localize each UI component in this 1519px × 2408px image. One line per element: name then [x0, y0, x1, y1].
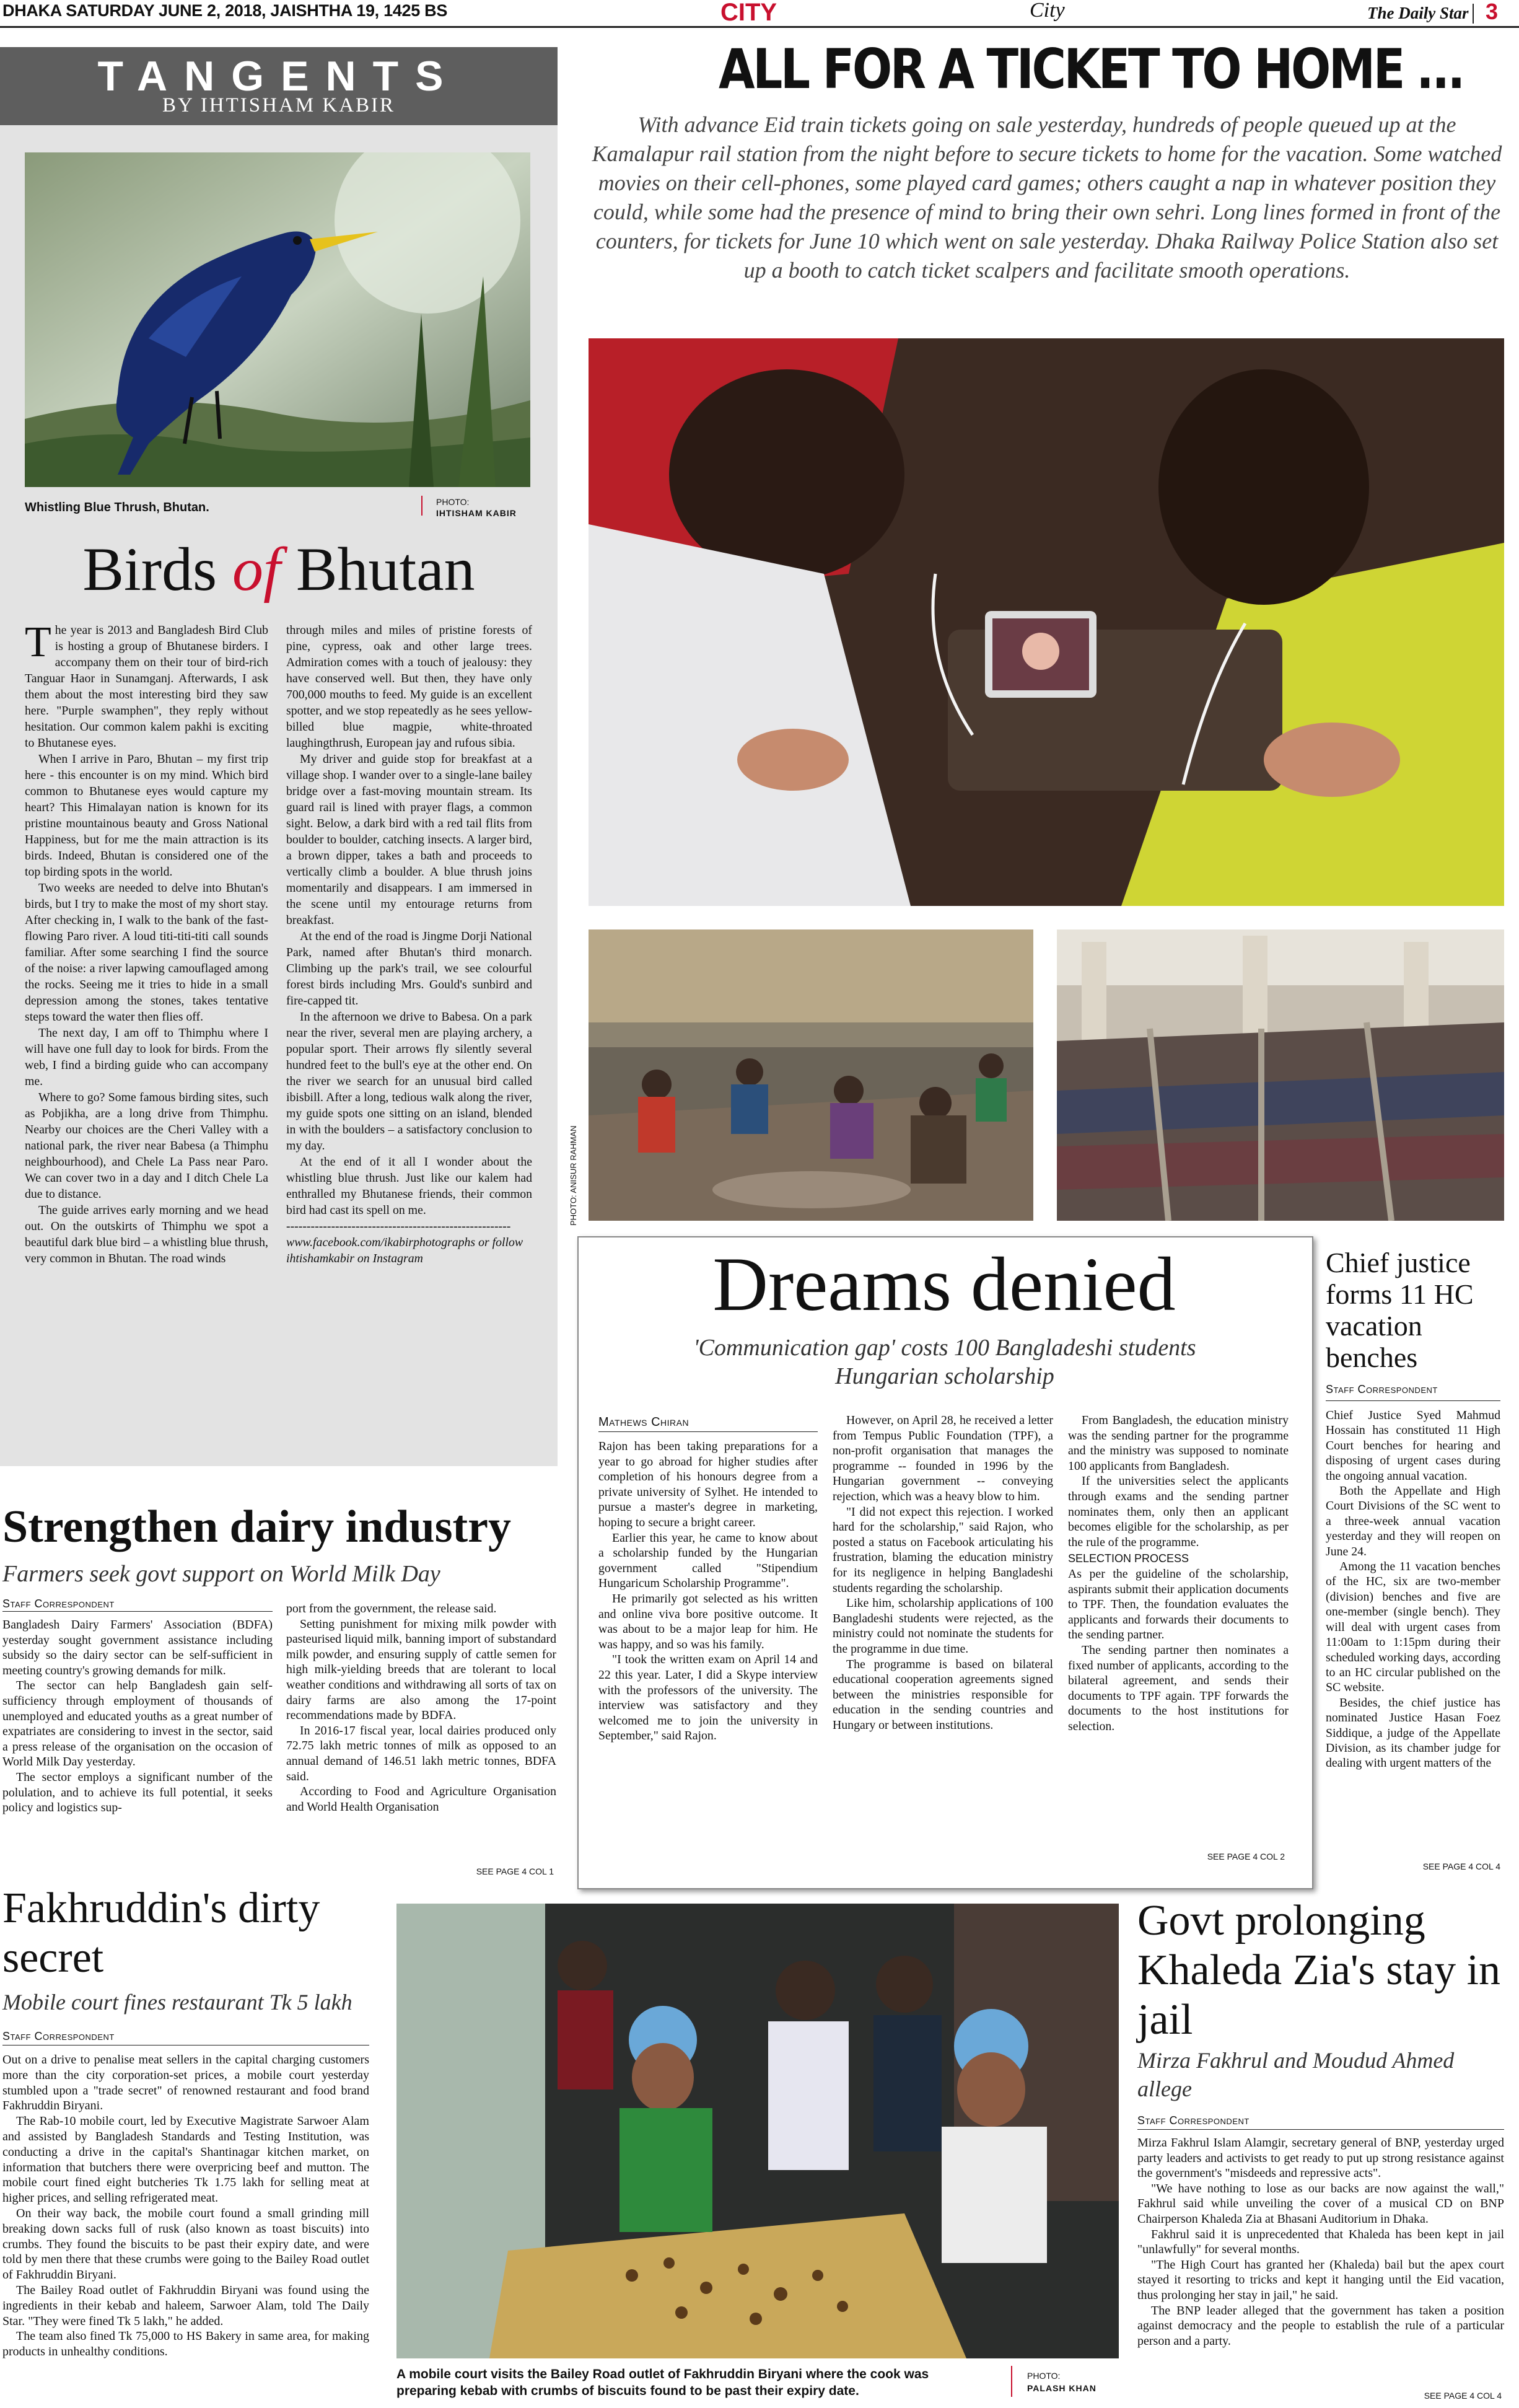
birds-headline-a: Birds	[82, 535, 233, 604]
ticket-deck: With advance Eid train tickets going on sale yesterday, hundreds of people queued up at the Kamalapur rail station from the night before to secure tickets to home for the vacation. Some watched movies on their cell-phones, some played card games; others caught a nap in whatever position they could, while some had the presence of mind to bring their own sehri. Long lines formed in front of the counters, for tickets for June 10 which went on sale yesterday. Dhaka Railway Police Station also set up a booth to catch ticket scalpers and facilitate smooth operations.	[592, 112, 1502, 283]
dreams-column-3	[1068, 1413, 1289, 1734]
chief-byline-rule	[1326, 1400, 1500, 1401]
fakhruddin-photo-credit-label: PHOTO:	[1027, 2371, 1061, 2381]
khaleda-column	[1137, 2135, 1504, 2349]
dateline: DHAKA SATURDAY JUNE 2, 2018, JAISHTHA 19, 1425 BS	[2, 1, 448, 20]
chief-para: Besides, the chief justice has nominated Justice Hasan Foez Siddique, a judge of the Appellate Division, as its chamber judge for dealing with urgent matters of the	[1326, 1695, 1500, 1770]
dreams-byline-rule	[598, 1431, 818, 1432]
dairy-byline: Staff Correspondent	[2, 1597, 115, 1610]
chief-column	[1326, 1408, 1500, 1771]
dreams-para: From Bangladesh, the education ministry was the sending partner for the programme and the ministry was supposed to nominate 100 applicants from Bangladesh.	[1068, 1413, 1289, 1473]
dreams-para: Rajon has been taking preparations for a year to go abroad for higher studies after completion of his honours degree from a private university of Sylhet. He intended to pursue a master's degree in marketing, hoping to secure a bright career.	[598, 1439, 818, 1529]
phone-screen	[985, 611, 1097, 698]
dreams-subhead: 'Communication gap' costs 100 Bangladeshi students Hungarian scholarship	[693, 1335, 1196, 1389]
dreams-byline: Mathews Chiran	[598, 1415, 689, 1429]
dairy-byline-rule	[2, 1611, 273, 1612]
ticket-main-photo	[589, 338, 1504, 906]
fakhruddin-para: Out on a drive to penalise meat sellers in the capital charging customers more than the city corporation-set prices, a mobile court yesterday stumbled upon a "trade secret" of renowned restaurant and food brand Fakhruddin Biryani.	[2, 2053, 369, 2113]
chief-see-page[interactable]: SEE PAGE 4 COL 4	[1422, 1861, 1500, 1871]
khaleda-byline: Staff Correspondent	[1137, 2114, 1250, 2127]
birds-para: through miles and miles of pristine forests of pine, cypress, oak and other large trees. Admiration comes with a touch of jealousy: they have conserved well. But then, they have only 700,000 mouths to feed. My guide is an excellent spotter, and we stop repeatedly as he sees yellow-billed blue magpie, white-throated laughingthrush, European jay and rufous sibia.	[286, 623, 532, 750]
khaleda-para: "The High Court has granted her (Khaleda) bail but the apex court stayed it resorting to tricks and kept it hanging until the Eid vacation, thus prolonging her stay in jail," he said.	[1137, 2257, 1504, 2302]
chief-para: Chief Justice Syed Mahmud Hossain has constituted 11 High Court benches for hearing and disposing of urgent cases during the ongoing annual vacation.	[1326, 1408, 1500, 1483]
ticket-photo-credit: PHOTO: ANISUR RAHMAN	[569, 1125, 578, 1226]
birds-para: At the end of it all I wonder about the whistling blue thrush. Just like our kalem had enthralled my Bhutanese friends, their common bird had cast its spell on me.	[286, 1155, 532, 1217]
fakhruddin-photo-credit: PALASH KHAN	[1027, 2383, 1097, 2393]
fakhruddin-para: The team also fined Tk 75,000 to HS Bakery in same area, for making products in unhealthy conditions.	[2, 2329, 369, 2359]
birds-column-2	[286, 622, 532, 1267]
birds-para: When I arrive in Paro, Bhutan – my first trip here - this encounter is on my mind. Which bird common to Bhutanese eyes would capture my heart? This Himalayan nation is known for its pristine mountainous beauty and Gross National Happiness, but for me the main attraction is its birds. Indeed, Bhutan is considered one of the top birding spots in the world.	[25, 752, 268, 879]
fakhruddin-photo-caption: A mobile court visits the Bailey Road outlet of Fakhruddin Biryani where the cook was preparing kebab with crumbs of biscuits found to be past their expiry date.	[396, 2367, 929, 2398]
dreams-para: The programme is based on bilateral educational cooperation agreements signed between the ministries responsible for education in the sending countries and Hungary or between institutions.	[833, 1657, 1053, 1732]
header-divider	[1473, 4, 1474, 24]
khaleda-para: The BNP leader alleged that the government has taken a position against democracy and the people to establish the rule of a particular person and a party.	[1137, 2303, 1504, 2348]
dairy-para: The sector employs a significant number of the polulation, and to achieve its full potential, it seeks policy and logistics sup-	[2, 1770, 273, 1815]
dairy-para: In 2016-17 fiscal year, local dairies produced only 72.75 lakh metric tonnes of milk as opposed to an annual demand of 146.51 lakh metric tonnes, BDFA said.	[286, 1723, 556, 1783]
tangents-title: TANGENTS	[97, 53, 460, 100]
birds-para	[25, 618, 268, 751]
bird-photo	[25, 152, 530, 487]
bird-photo-caption: Whistling Blue Thrush, Bhutan.	[25, 501, 209, 514]
dairy-para: port from the government, the release said.	[286, 1602, 497, 1615]
dreams-column-1	[598, 1439, 818, 1744]
fakhruddin-subhead: Mobile court fines restaurant Tk 5 lakh	[2, 1990, 352, 2015]
birds-para: The next day, I am off to Thimphu where I will have one full day to look for birds. From the web, I find a birding guide who can accompany me.	[25, 1026, 268, 1088]
dreams-para: If the universities select the applicants through exams and the sending partner nominates them, only then an applicant becomes eligible for the scholarship, as per the rule of the programme.	[1068, 1474, 1289, 1549]
chief-headline: Chief justice forms 11 HC vacation benches	[1326, 1247, 1474, 1373]
page-number: 3	[1486, 0, 1499, 24]
dairy-see-page[interactable]: SEE PAGE 4 COL 1	[476, 1866, 554, 1876]
birds-para: Two weeks are needed to delve into Bhutan's birds, but I try to make the most of my short stay. After checking in, I walk to the bank of the fast-flowing Paro river. A loud titi-titi-titi call sounds familiar. After some searching I find the source of the noise: a river lapwing camouflaged among the rocks. Seeing me it tries to hide in a small depression among the stones, takes tentative steps toward the water then flies off.	[25, 881, 268, 1024]
dreams-para: "I did not expect this rejection. I worked hard for the scholarship," said Rajon, who posted a status on Facebook articulating his frustration, blaming the education ministry for its negligence in helping Bangladeshi students regarding the scholarship.	[833, 1505, 1053, 1595]
khaleda-headline: Govt prolonging Khaleda Zia's stay in jail	[1137, 1897, 1501, 2044]
bird-photo-credit-label: PHOTO:	[436, 497, 470, 507]
ticket-crowd-photo-1	[589, 929, 1033, 1221]
masthead: The Daily Star	[1367, 4, 1469, 22]
dreams-para: Like him, scholarship applications of 100 Bangladeshi students were rejected, as the ministry could not nominate the students for the programme in due time.	[833, 1596, 1053, 1656]
tangents-byline: BY IHTISHAM KABIR	[162, 94, 396, 116]
khaleda-para: Fakhrul said it is unprecedented that Khaleda has been kept in jail "unlawfully" for several months.	[1137, 2227, 1504, 2257]
dairy-para: According to Food and Agriculture Organisation and World Health Organisation	[286, 1785, 556, 1814]
dairy-column-2	[286, 1601, 556, 1814]
chief-byline: Staff Correspondent	[1326, 1383, 1438, 1395]
section-label: CITY	[720, 0, 777, 26]
birds-column-1	[25, 618, 268, 1267]
khaleda-para: "We have nothing to lose as our backs are now against the wall," Fakhrul said while unveiling the cover of a musical CD on BNP Chairperson Khaleda Zia at Bhasani Auditorium in Dhaka.	[1137, 2181, 1504, 2226]
khaleda-see-page[interactable]: SEE PAGE 4 COL 4	[1424, 2391, 1502, 2401]
birds-headline	[0, 535, 558, 604]
birds-headline-b: Bhutan	[280, 535, 475, 604]
chief-para: Among the 11 vacation benches of the HC, six are two-member (division) benches and five are one-member (single bench). They will deal with urgent cases from 11:00am to 1:15pm during their scheduled working days, according to an HC circular published on the SC website.	[1326, 1560, 1500, 1695]
dreams-para: He primarily got selected as his written and online viva bore positive outcome. It was about to be a major leap for him. He was happy, and so was his family.	[598, 1591, 818, 1651]
ticket-crowd-photo-2	[1057, 929, 1504, 1221]
khaleda-subhead: Mirza Fakhrul and Moudud Ahmed allege	[1137, 2048, 1455, 2101]
header-rule	[0, 26, 1519, 28]
fakhruddin-para: The Rab-10 mobile court, led by Executive Magistrate Sarwoer Alam and assisted by Bangladesh Standards and Testing Institution, was conducting a drive in the capital's Shantinagar kitchen market, on information that butchers there were overpricing beef and mutton. The mobile court fined eight butcheries Tk 1.75 lakh for selling meat at higher prices, and selling refrigerated meat.	[2, 2114, 369, 2205]
dreams-see-page[interactable]: SEE PAGE 4 COL 2	[1207, 1852, 1285, 1861]
khaleda-para: Mirza Fakhrul Islam Alamgir, secretary general of BNP, yesterday urged party leaders and activists to get ready to put up strong resistance against the government's "misdeeds and repressive acts".	[1137, 2136, 1504, 2181]
drop-cap: T	[25, 618, 51, 666]
fakhruddin-photo	[396, 1904, 1119, 2358]
dreams-para: The sending partner then nominates a fixed number of applicants, according to the bilateral agreement, and sends their documents to TPF again. TPF forwards the documents to the host institutions for selection.	[1068, 1643, 1289, 1733]
dreams-column-2	[833, 1413, 1053, 1733]
birds-first-para: he year is 2013 and Bangladesh Bird Club is hosting a group of Bhutanese birders. I accompany them on their tour of bird-rich Tanguar Haor in Sunamganj. Afterwards, I ask them about the most interesting bird they saw here. "Purple swamphen", they reply without hesitation. Our common kalem pakhi is exciting to Bhutanese eyes.	[25, 623, 268, 750]
dairy-headline: Strengthen dairy industry	[2, 1501, 511, 1552]
dairy-para: Bangladesh Dairy Farmers' Association (BDFA) yesterday sought government assistance including subsidy so the dairy sector can be self-sufficient in meeting country's growing demands for milk.	[2, 1618, 273, 1677]
dreams-para: Earlier this year, he came to know about a scholarship funded by the Hungarian government called "Stipendium Hungaricum Scholarship Programme".	[598, 1531, 818, 1591]
birds-footer: www.facebook.com/ikabirphotographs or follow ihtishamkabir on Instagram	[286, 1236, 523, 1265]
birds-para: In the afternoon we drive to Babesa. On a park near the river, several men are playing archery, a popular sport. Their arrows fly silently several hundred feet to the bull's eye at the other end. On the river we search for an unusual bird called ibisbill. After a long, tedious walk along the river, my guide spots one sitting on an island, blended in with the boulders – a satisfactory conclusion to my day.	[286, 1010, 532, 1153]
birds-para: At the end of the road is Jingme Dorji National Park, named after Bhutan's third monarch. Climbing up the park's trail, we see colourful forest birds including Mrs. Gould's sunbird and fire-capped tit.	[286, 929, 532, 1008]
fakhruddin-para: The Bailey Road outlet of Fakhruddin Biryani was found using the ingredients in their kebab and haleem, Sarwoer Alam, told The Daily Star. "They were fined Tk 5 lakh," he added.	[2, 2283, 369, 2328]
dairy-para: Setting punishment for mixing milk powder with pasteurised liquid milk, banning import of substandard milk powder, and ensuring supply of cattle semen for high milk-yielding breeds that are tolerant to local weather conditions and withdrawing all sorts of tax on dairy farms are also among the 17-point recommendations made by BDFA.	[286, 1617, 556, 1723]
chief-para: Both the Appellate and High Court Divisions of the SC went to a three-week annual vacation yesterday and they will reopen on June 24.	[1326, 1484, 1500, 1558]
birds-para: Where to go? Some famous birding sites, such as Pobjikha, are a long drive from Thimphu. Nearby our choices are the Cheri Valley with a national park, the river near Babesa (a Thimphu neighbourhood), and Chele La Pass near Paro. We can cover two in a day and I ditch Chele La due to distance.	[25, 1091, 268, 1201]
dreams-para: However, on April 28, he received a letter from Tempus Public Foundation (TPF), a non-profit organisation that manages the programme -- founded in 1996 by the Hungarian government -- conveying rejection, which was a heavy blow to him.	[833, 1413, 1053, 1503]
ticket-headline: ALL FOR A TICKET TO HOME …	[719, 37, 1463, 101]
fakhruddin-caption-divider	[1011, 2366, 1012, 2397]
dairy-para: The sector can help Bangladesh gain self-sufficiency through employment of thousands of unemployed and educated youths as a great number of expatriates are considering to invest in the sector, said a press release of the organisation on the occasion of World Milk Day yesterday.	[2, 1679, 273, 1769]
birds-para: My driver and guide stop for breakfast at a village shop. I wander over to a single-lane bailey bridge over a fast-moving mountain stream. Its guard rail is lined with prayer flags, a common sight. Below, a dark bird with a red tail flits from boulder to boulder, catching insects. A larger bird, a brown dipper, takes a bath and proceeds to vertically climb a boulder. A blue thrush joins momentarily and disappears. I am immersed in the scene until my entourage returns from breakfast.	[286, 752, 532, 927]
dreams-headline: Dreams denied	[712, 1242, 1176, 1327]
khaleda-byline-rule	[1137, 2129, 1504, 2130]
fakhruddin-column	[2, 2052, 369, 2360]
dairy-column-1	[2, 1617, 273, 1816]
birds-divider: -------------------------------------------------------	[286, 1219, 511, 1233]
dreams-col3-subhead: SELECTION PROCESS	[1068, 1552, 1189, 1565]
fakhruddin-para: On their way back, the mobile court found a small grinding mill breaking down sacks full of rusk (also known as toast biscuits) into crumbs. They found the biscuits to be past their expiry date, and were told by men there that these crumbs were going to the Bailey Road outlet of Fakhruddin Biryani.	[2, 2206, 369, 2282]
section-script: City	[1030, 0, 1065, 22]
fakhruddin-headline: Fakhruddin's dirty secret	[2, 1884, 320, 1982]
birds-para: The guide arrives early morning and we head out. On the outskirts of Thimphu we spot a beautiful dark blue bird – a whistling blue thrush, very common in Bhutan. The road winds	[25, 1203, 268, 1265]
birds-headline-of: of	[232, 535, 281, 604]
dreams-para: "I took the written exam on April 14 and 22 this year. Later, I did a Skype interview with the professors of the university. The interview was satisfactory and they welcomed me to join the university in September," said Rajon.	[598, 1653, 818, 1743]
caption-divider	[421, 496, 422, 516]
fakhruddin-byline: Staff Correspondent	[2, 2030, 115, 2042]
dairy-subhead: Farmers seek govt support on World Milk Day	[2, 1561, 440, 1587]
bird-photo-credit: IHTISHAM KABIR	[436, 508, 517, 518]
dreams-para: As per the guideline of the scholarship, aspirants submit their application documents to TPF. Then, the foundation evaluates the applicants and forwards their documents to the sending partner.	[1068, 1567, 1289, 1642]
